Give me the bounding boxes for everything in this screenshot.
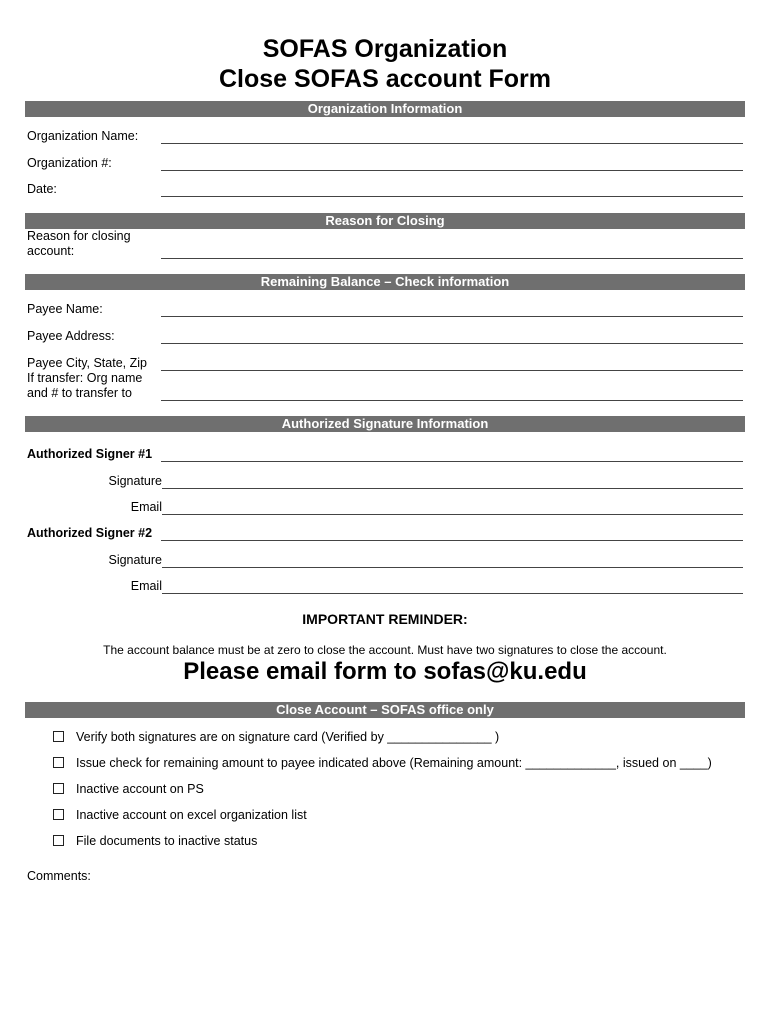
checklist-item	[53, 834, 753, 850]
authorized-signer-1-field[interactable]	[161, 461, 743, 462]
checkbox-file-documents[interactable]	[53, 835, 64, 846]
form-title-line1: SOFAS Organization	[262, 35, 508, 63]
reason-field[interactable]	[161, 258, 743, 259]
important-reminder-heading: IMPORTANT REMINDER:	[302, 611, 468, 627]
important-reminder-text: The account balance must be at zero to close the account. Must have two signatures to close the account.	[103, 643, 667, 657]
email-form-instruction: Please email form to sofas@ku.edu	[183, 658, 587, 685]
checklist-item-label: File documents to inactive status	[76, 834, 258, 848]
authorized-signer-1-label: Authorized Signer #1	[27, 447, 153, 461]
checklist-item-label: Inactive account on PS	[76, 782, 204, 796]
organization-number-label: Organization #:	[27, 156, 112, 170]
checkbox-inactive-ps[interactable]	[53, 783, 64, 794]
date-label: Date:	[27, 182, 57, 196]
checklist-item-label: Verify both signatures are on signature card (Verified by _______________ )	[76, 730, 500, 744]
date-field[interactable]	[161, 196, 743, 197]
signer-1-signature-field[interactable]	[162, 488, 743, 489]
checkbox-verify-signatures[interactable]	[53, 731, 64, 742]
signer-2-email-label: Email	[130, 579, 162, 593]
authorized-signer-2-label: Authorized Signer #2	[27, 526, 153, 540]
signer-2-email-field[interactable]	[162, 593, 743, 594]
checkbox-issue-check[interactable]	[53, 757, 64, 768]
payee-city-field[interactable]	[161, 370, 743, 371]
organization-name-label: Organization Name:	[27, 129, 139, 143]
signer-1-email-label: Email	[130, 500, 162, 514]
payee-address-field[interactable]	[161, 343, 743, 344]
checklist-item	[53, 808, 753, 824]
section-header-office-only: Close Account – SOFAS office only	[25, 702, 745, 718]
checklist-item-label: Issue check for remaining amount to payee indicated above (Remaining amount: _____________, issued on ____)	[76, 756, 712, 770]
signer-2-signature-field[interactable]	[162, 567, 743, 568]
signer-2-signature-label: Signature	[108, 553, 162, 567]
section-header-remaining-balance: Remaining Balance – Check information	[25, 274, 745, 290]
form-title-line2: Close SOFAS account Form	[218, 65, 551, 93]
organization-name-field[interactable]	[161, 143, 743, 144]
payee-name-label: Payee Name:	[27, 302, 103, 316]
organization-number-field[interactable]	[161, 170, 743, 171]
authorized-signer-2-field[interactable]	[161, 540, 743, 541]
section-header-organization-information: Organization Information	[25, 101, 745, 117]
transfer-field[interactable]	[161, 400, 743, 401]
reason-label-line1: Reason for closing	[27, 229, 131, 243]
checklist-item-label: Inactive account on excel organization list	[76, 808, 307, 822]
checklist-item	[53, 730, 753, 746]
transfer-label-line1: If transfer: Org name	[27, 371, 143, 385]
reason-label-line2: account:	[27, 244, 75, 258]
checkbox-inactive-excel[interactable]	[53, 809, 64, 820]
payee-name-field[interactable]	[161, 316, 743, 317]
checklist-item	[53, 756, 753, 772]
comments-label: Comments:	[27, 869, 91, 883]
payee-city-label: Payee City, State, Zip	[27, 356, 147, 370]
transfer-label-line2: and # to transfer to	[27, 386, 132, 400]
signer-1-email-field[interactable]	[162, 514, 743, 515]
payee-address-label: Payee Address:	[27, 329, 115, 343]
office-checklist	[53, 730, 753, 860]
checklist-item	[53, 782, 753, 798]
section-header-authorized-signature: Authorized Signature Information	[25, 416, 745, 432]
section-header-reason-for-closing: Reason for Closing	[25, 213, 745, 229]
signer-1-signature-label: Signature	[108, 474, 162, 488]
